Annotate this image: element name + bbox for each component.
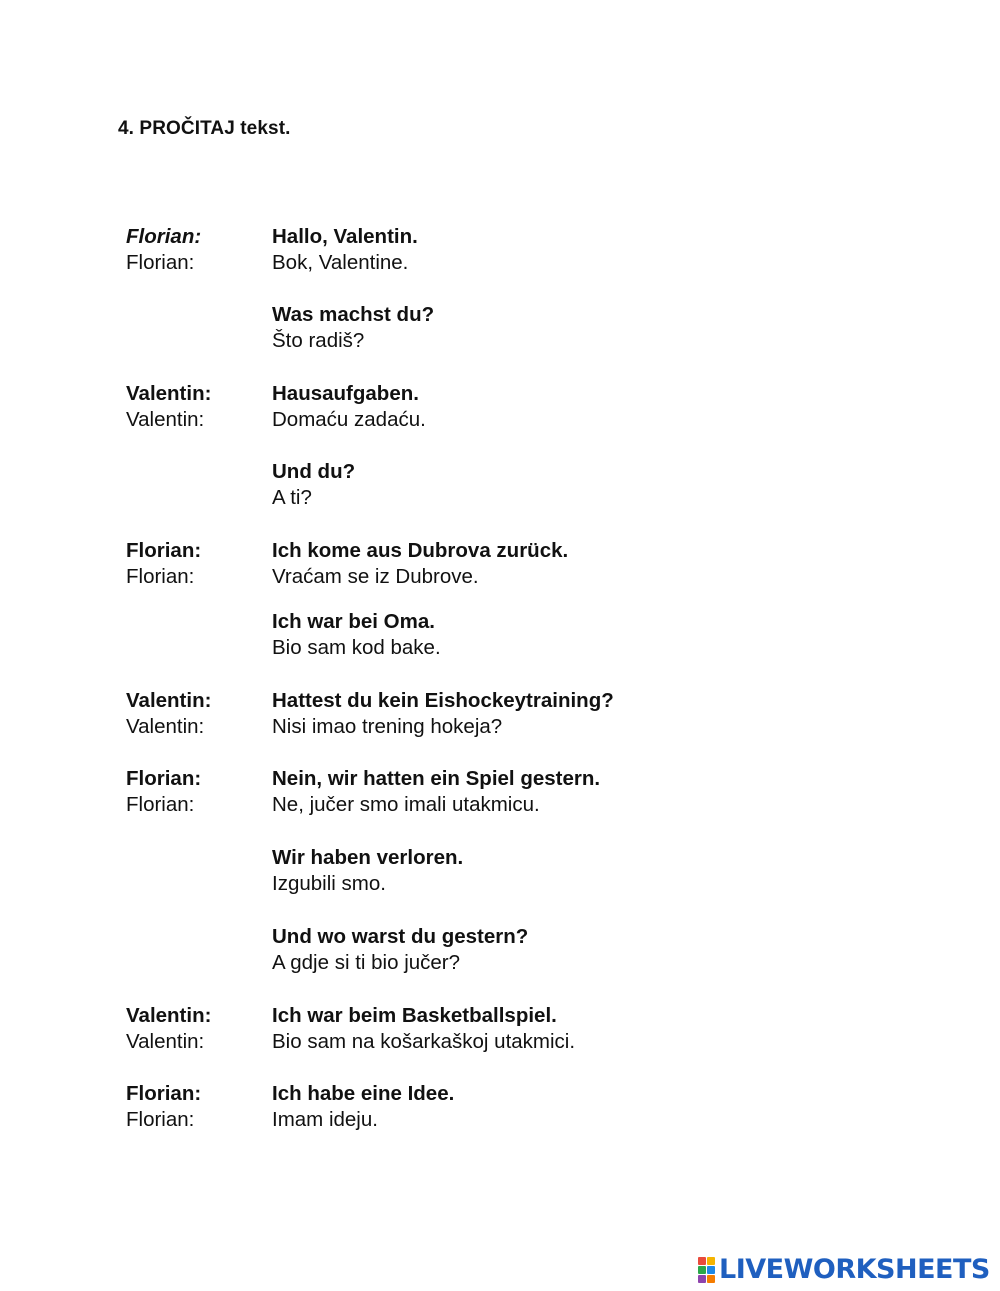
croatian-line: A ti? (272, 486, 312, 509)
speaker-label: Valentin: (126, 382, 212, 405)
logo-block (698, 1266, 706, 1274)
speaker-label: Valentin: (126, 1030, 205, 1053)
german-line: Hallo, Valentin. (272, 225, 418, 248)
speaker-label: Florian: (126, 767, 202, 790)
speaker-label: Florian: (126, 539, 202, 562)
speaker-label: Valentin: (126, 408, 205, 431)
liveworksheets-logo[interactable] (698, 1254, 990, 1286)
logo-block (698, 1257, 706, 1265)
speaker-label: Valentin: (126, 715, 205, 738)
german-line: Wir haben verloren. (272, 846, 464, 869)
german-line: Ich kome aus Dubrova zurück. (272, 539, 569, 562)
croatian-line: Nisi imao trening hokeja? (272, 715, 503, 738)
german-line: Und du? (272, 460, 356, 483)
croatian-line: A gdje si ti bio jučer? (272, 951, 461, 974)
logo-block (707, 1257, 715, 1265)
croatian-line: Bio sam na košarkaškoj utakmici. (272, 1030, 576, 1053)
speaker-label: Florian: (126, 793, 195, 816)
speaker-label: Florian: (126, 1108, 195, 1131)
speaker-label: Valentin: (126, 689, 212, 712)
logo-block (698, 1275, 706, 1283)
croatian-line: Vraćam se iz Dubrove. (272, 565, 479, 588)
german-line: Hausaufgaben. (272, 382, 419, 405)
exercise-title: 4. PROČITAJ tekst. (118, 118, 291, 139)
speaker-label: Florian: (126, 225, 202, 248)
croatian-line: Bok, Valentine. (272, 251, 409, 274)
speaker-label: Florian: (126, 1082, 202, 1105)
speaker-label: Florian: (126, 565, 195, 588)
speaker-label: Florian: (126, 251, 195, 274)
german-line: Was machst du? (272, 303, 435, 326)
logo-block (707, 1266, 715, 1274)
german-line: Ich war bei Oma. (272, 610, 435, 633)
german-line: Und wo warst du gestern? (272, 925, 529, 948)
german-line: Ich war beim Basketballspiel. (272, 1004, 557, 1027)
logo-block (707, 1275, 715, 1283)
speaker-label: Valentin: (126, 1004, 212, 1027)
croatian-line: Što radiš? (272, 329, 365, 352)
croatian-line: Domaću zadaću. (272, 408, 426, 431)
german-line: Nein, wir hatten ein Spiel gestern. (272, 767, 601, 790)
logo-text: LIVEWORKSHEETS (719, 1254, 990, 1285)
croatian-line: Bio sam kod bake. (272, 636, 441, 659)
logo-blocks-icon (698, 1257, 715, 1283)
croatian-line: Ne, jučer smo imali utakmicu. (272, 793, 540, 816)
croatian-line: Imam ideju. (272, 1108, 378, 1131)
german-line: Ich habe eine Idee. (272, 1082, 455, 1105)
german-line: Hattest du kein Eishockeytraining? (272, 689, 614, 712)
croatian-line: Izgubili smo. (272, 872, 386, 895)
